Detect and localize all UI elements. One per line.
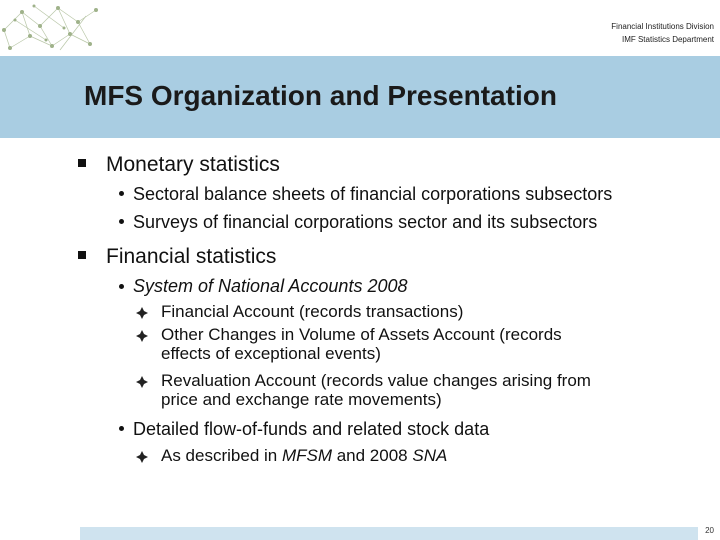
bullet-dot-icon	[119, 426, 124, 431]
monetary-item-2: Surveys of financial corporations sector and its subsectors	[133, 212, 598, 232]
department-label: IMF Statistics Department	[621, 35, 714, 44]
monetary-item-1: Sectoral balance sheets of financial corporations subsectors	[133, 184, 613, 204]
flow-item-mfsm: MFSM	[281, 446, 332, 465]
bullet-dot-icon	[119, 191, 124, 196]
flow-of-funds-heading: Detailed flow-of-funds and related stock data	[133, 419, 490, 439]
sna-item-other-changes: Other Changes in Volume of Assets Account (records	[161, 325, 562, 344]
footer-band	[80, 527, 698, 540]
diamond-bullet-icon	[136, 307, 148, 319]
sna-item-revaluation: Revaluation Account (records value changes arising from	[161, 371, 591, 390]
slide-title: MFS Organization and Presentation	[84, 80, 557, 111]
sna-item-revaluation-cont: price and exchange rate movements)	[161, 390, 442, 409]
flow-item-middle: and 2008	[332, 446, 413, 465]
sna-item-financial-account: Financial Account (records transactions)	[161, 302, 464, 321]
financial-heading: Financial statistics	[106, 245, 277, 268]
bullet-dot-icon	[119, 284, 124, 289]
diamond-bullet-icon	[136, 451, 148, 463]
square-bullet-icon	[78, 251, 86, 259]
monetary-heading: Monetary statistics	[106, 153, 280, 176]
flow-item-sna: SNA	[412, 446, 448, 465]
diamond-bullet-icon	[136, 376, 148, 388]
sna-item-other-changes-cont: effects of exceptional events)	[161, 344, 381, 363]
flow-of-funds-item	[161, 446, 447, 465]
square-bullet-icon	[78, 159, 86, 167]
page-number: 20	[705, 526, 714, 535]
diamond-bullet-icon	[136, 330, 148, 342]
bullet-dot-icon	[119, 219, 124, 224]
sna-heading: System of National Accounts 2008	[133, 276, 408, 296]
division-label: Financial Institutions Division	[611, 22, 714, 31]
flow-item-prefix: As described in	[161, 446, 282, 465]
